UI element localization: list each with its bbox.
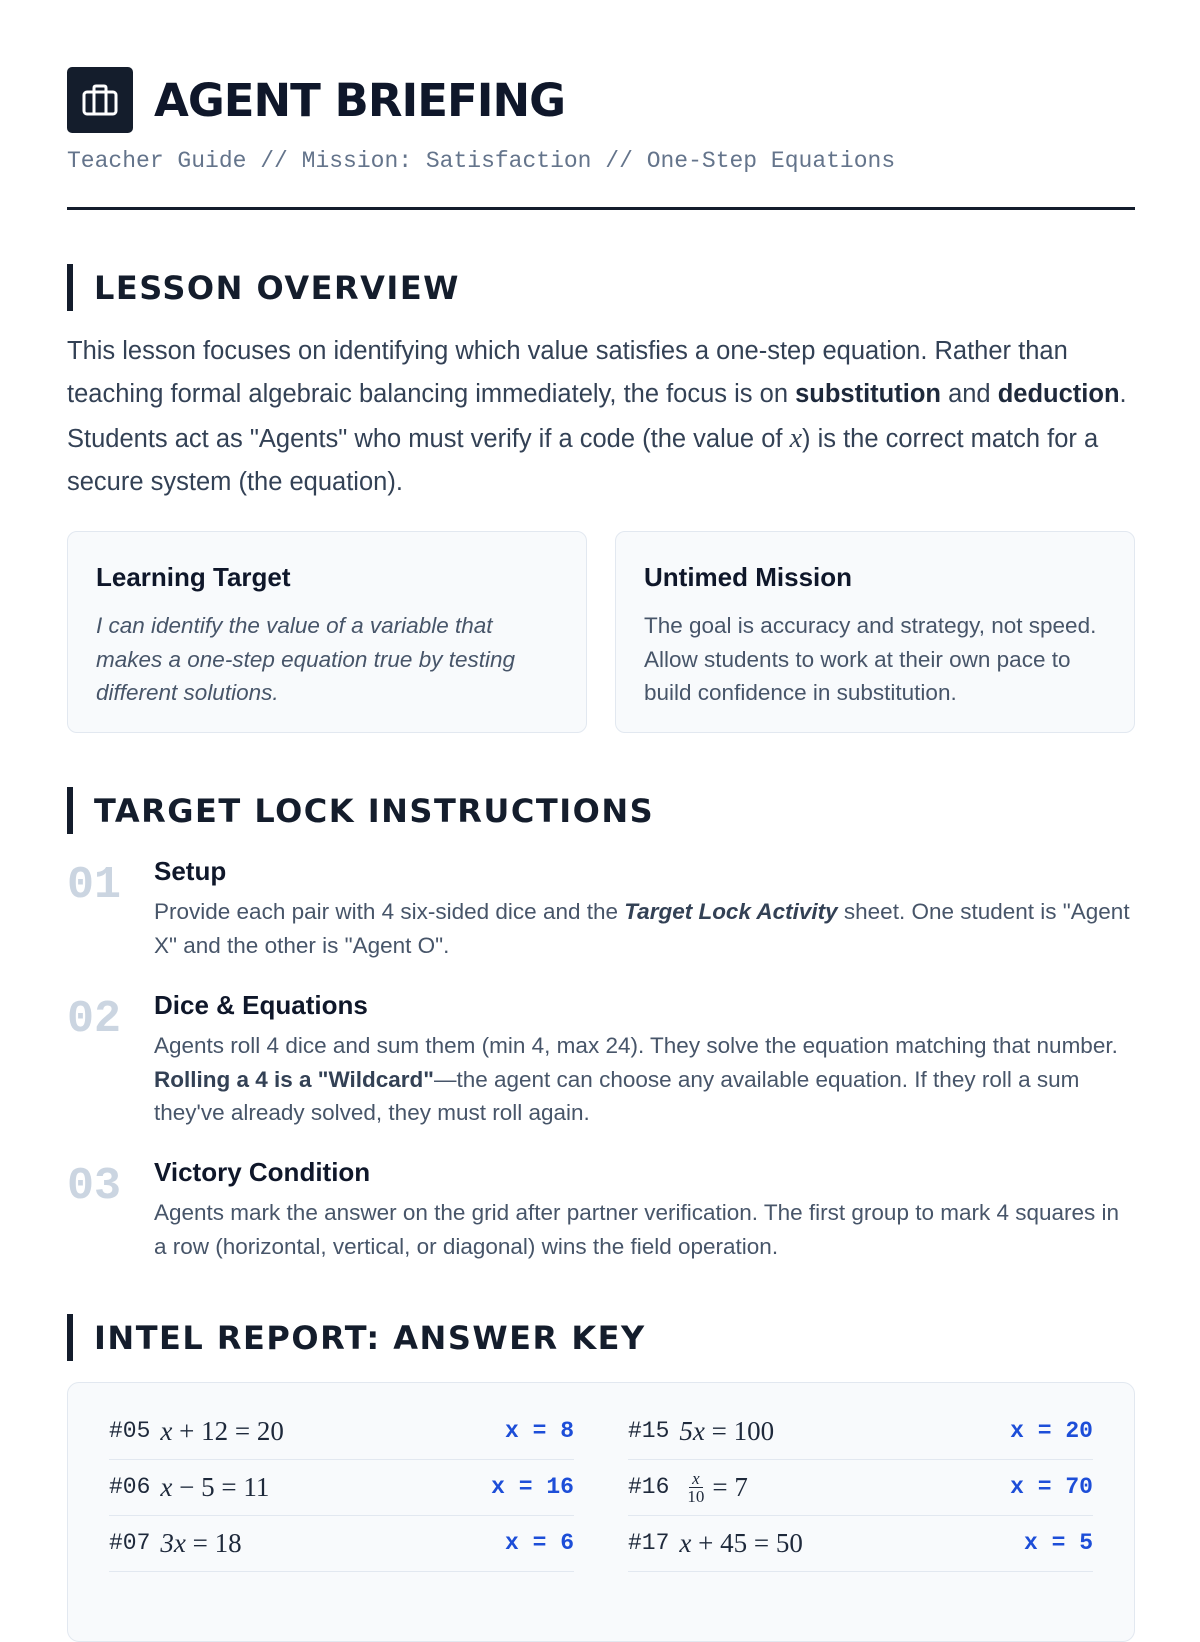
- fraction-numerator: x: [689, 1470, 703, 1488]
- equation-operator: − 5 =: [172, 1471, 244, 1502]
- answer-value: x = 5: [1023, 1530, 1093, 1556]
- equation-number: #17: [628, 1530, 670, 1556]
- answer-row: [628, 1403, 1093, 1460]
- step-content: [154, 856, 1135, 962]
- overview-variable: x: [789, 422, 802, 454]
- page-subtitle: Teacher Guide // Mission: Satisfaction // One-Step Equations: [67, 148, 896, 174]
- equation-operator: =: [712, 1471, 735, 1502]
- header: [67, 67, 1135, 174]
- equation-lhs: x: [160, 1415, 173, 1446]
- step-content: [154, 990, 1135, 1130]
- step-text: Provide each pair with 4 six-sided dice and the: [154, 899, 625, 924]
- step-number: 02: [67, 994, 122, 1045]
- step-text: —the agent can choose any available equation. If they roll a sum they've already solved, they must roll again.: [154, 1066, 1080, 1125]
- equation-lhs: x: [160, 1471, 173, 1502]
- equation-rhs: 7: [734, 1471, 748, 1502]
- card-title: Untimed Mission: [644, 562, 853, 592]
- equation-rhs: 20: [256, 1415, 284, 1446]
- answer-value: x = 8: [504, 1418, 574, 1444]
- step-title: Setup: [154, 856, 227, 886]
- card-body: The goal is accuracy and strategy, not speed. Allow students to work at their own pace to build confidence in substitution.: [644, 613, 1097, 705]
- equation: [679, 1528, 802, 1559]
- card-body: I can identify the value of a variable that makes a one-step equation true by testing different solutions.: [96, 613, 516, 705]
- section-heading-overview: LESSON OVERVIEW: [67, 264, 1135, 311]
- instruction-step: [67, 990, 1135, 1130]
- equation: [679, 1470, 747, 1505]
- overview-paragraph: [67, 330, 1135, 504]
- step-text: sheet. One student is "Agent X" and the other is "Agent O".: [154, 899, 1130, 958]
- equation-rhs: 50: [775, 1527, 803, 1558]
- learning-target-card: [67, 531, 587, 733]
- equation-operator: =: [185, 1527, 215, 1558]
- equation: [679, 1416, 774, 1447]
- answer-value: x = 70: [1010, 1474, 1093, 1500]
- step-emphasis: Rolling a 4 is a "Wildcard": [154, 1066, 434, 1092]
- step-title: Victory Condition: [154, 1157, 371, 1187]
- section-heading-instructions: TARGET LOCK INSTRUCTIONS: [67, 787, 1135, 834]
- step-title: Dice & Equations: [154, 990, 368, 1020]
- step-text: Agents mark the answer on the grid after partner verification. The first group to mark 4 squares in a row (horizontal, vertical, or diagonal) wins the field operation.: [154, 1200, 1120, 1259]
- overview-text: and: [940, 380, 998, 409]
- equation-operator: + 12 =: [172, 1415, 257, 1446]
- equation-lhs: 5x: [679, 1415, 705, 1446]
- page-title: AGENT BRIEFING: [154, 73, 566, 127]
- fraction-denominator: 10: [687, 1486, 705, 1506]
- answer-row: [109, 1459, 574, 1516]
- equation-operator: =: [704, 1415, 734, 1446]
- section-heading-answer-key: INTEL REPORT: ANSWER KEY: [67, 1314, 1135, 1361]
- step-emphasis: Target Lock Activity: [624, 899, 838, 924]
- equation: [160, 1472, 269, 1503]
- overview-text: ) is the correct match for a secure system (the equation).: [67, 424, 1099, 496]
- answer-row: [628, 1459, 1093, 1516]
- step-body: [154, 1029, 1135, 1130]
- answer-key-panel: [67, 1382, 1135, 1642]
- instruction-step: [67, 1157, 1135, 1263]
- briefcase-icon: [67, 67, 133, 133]
- equation-rhs: 11: [243, 1471, 270, 1502]
- answer-value: x = 16: [491, 1474, 574, 1500]
- equation-lhs: 3x: [160, 1527, 186, 1558]
- answer-value: x = 20: [1010, 1418, 1093, 1444]
- answer-row: [109, 1403, 574, 1460]
- fraction: [687, 1470, 704, 1505]
- equation-number: #07: [109, 1530, 151, 1556]
- overview-text: . Students act as "Agents" who must verify if a code (the value of: [67, 380, 1127, 453]
- instruction-step: [67, 856, 1135, 962]
- equation-number: #06: [109, 1474, 151, 1500]
- equation-rhs: 18: [214, 1527, 242, 1558]
- equation-number: #15: [628, 1418, 670, 1444]
- equation-number: #05: [109, 1418, 151, 1444]
- answer-row: [109, 1515, 574, 1572]
- card-title: Learning Target: [96, 562, 291, 592]
- equation-lhs: x: [679, 1527, 692, 1558]
- step-number: 01: [67, 860, 122, 911]
- title-row: [67, 67, 1135, 133]
- overview-text: This lesson focuses on identifying which value satisfies a one-step equation. Rather than teaching formal algebraic balancing immediately, the focus is on: [67, 337, 1068, 409]
- equation: [160, 1416, 283, 1447]
- header-divider: [67, 207, 1135, 210]
- answer-row: [628, 1515, 1093, 1572]
- step-text: Agents roll 4 dice and sum them (min 4, max 24). They solve the equation matching that number.: [154, 1033, 1118, 1058]
- equation-number: #16: [628, 1474, 670, 1500]
- step-content: [154, 1157, 1135, 1263]
- equation: [160, 1528, 241, 1559]
- answer-value: x = 6: [504, 1530, 574, 1556]
- equation-operator: + 45 =: [691, 1527, 776, 1558]
- step-body: [154, 1196, 1135, 1263]
- untimed-mission-card: [615, 531, 1135, 733]
- step-number: 03: [67, 1161, 122, 1212]
- step-body: [154, 895, 1135, 962]
- overview-emphasis: deduction: [997, 380, 1120, 409]
- overview-emphasis: substitution: [795, 380, 941, 409]
- equation-rhs: 100: [733, 1415, 775, 1446]
